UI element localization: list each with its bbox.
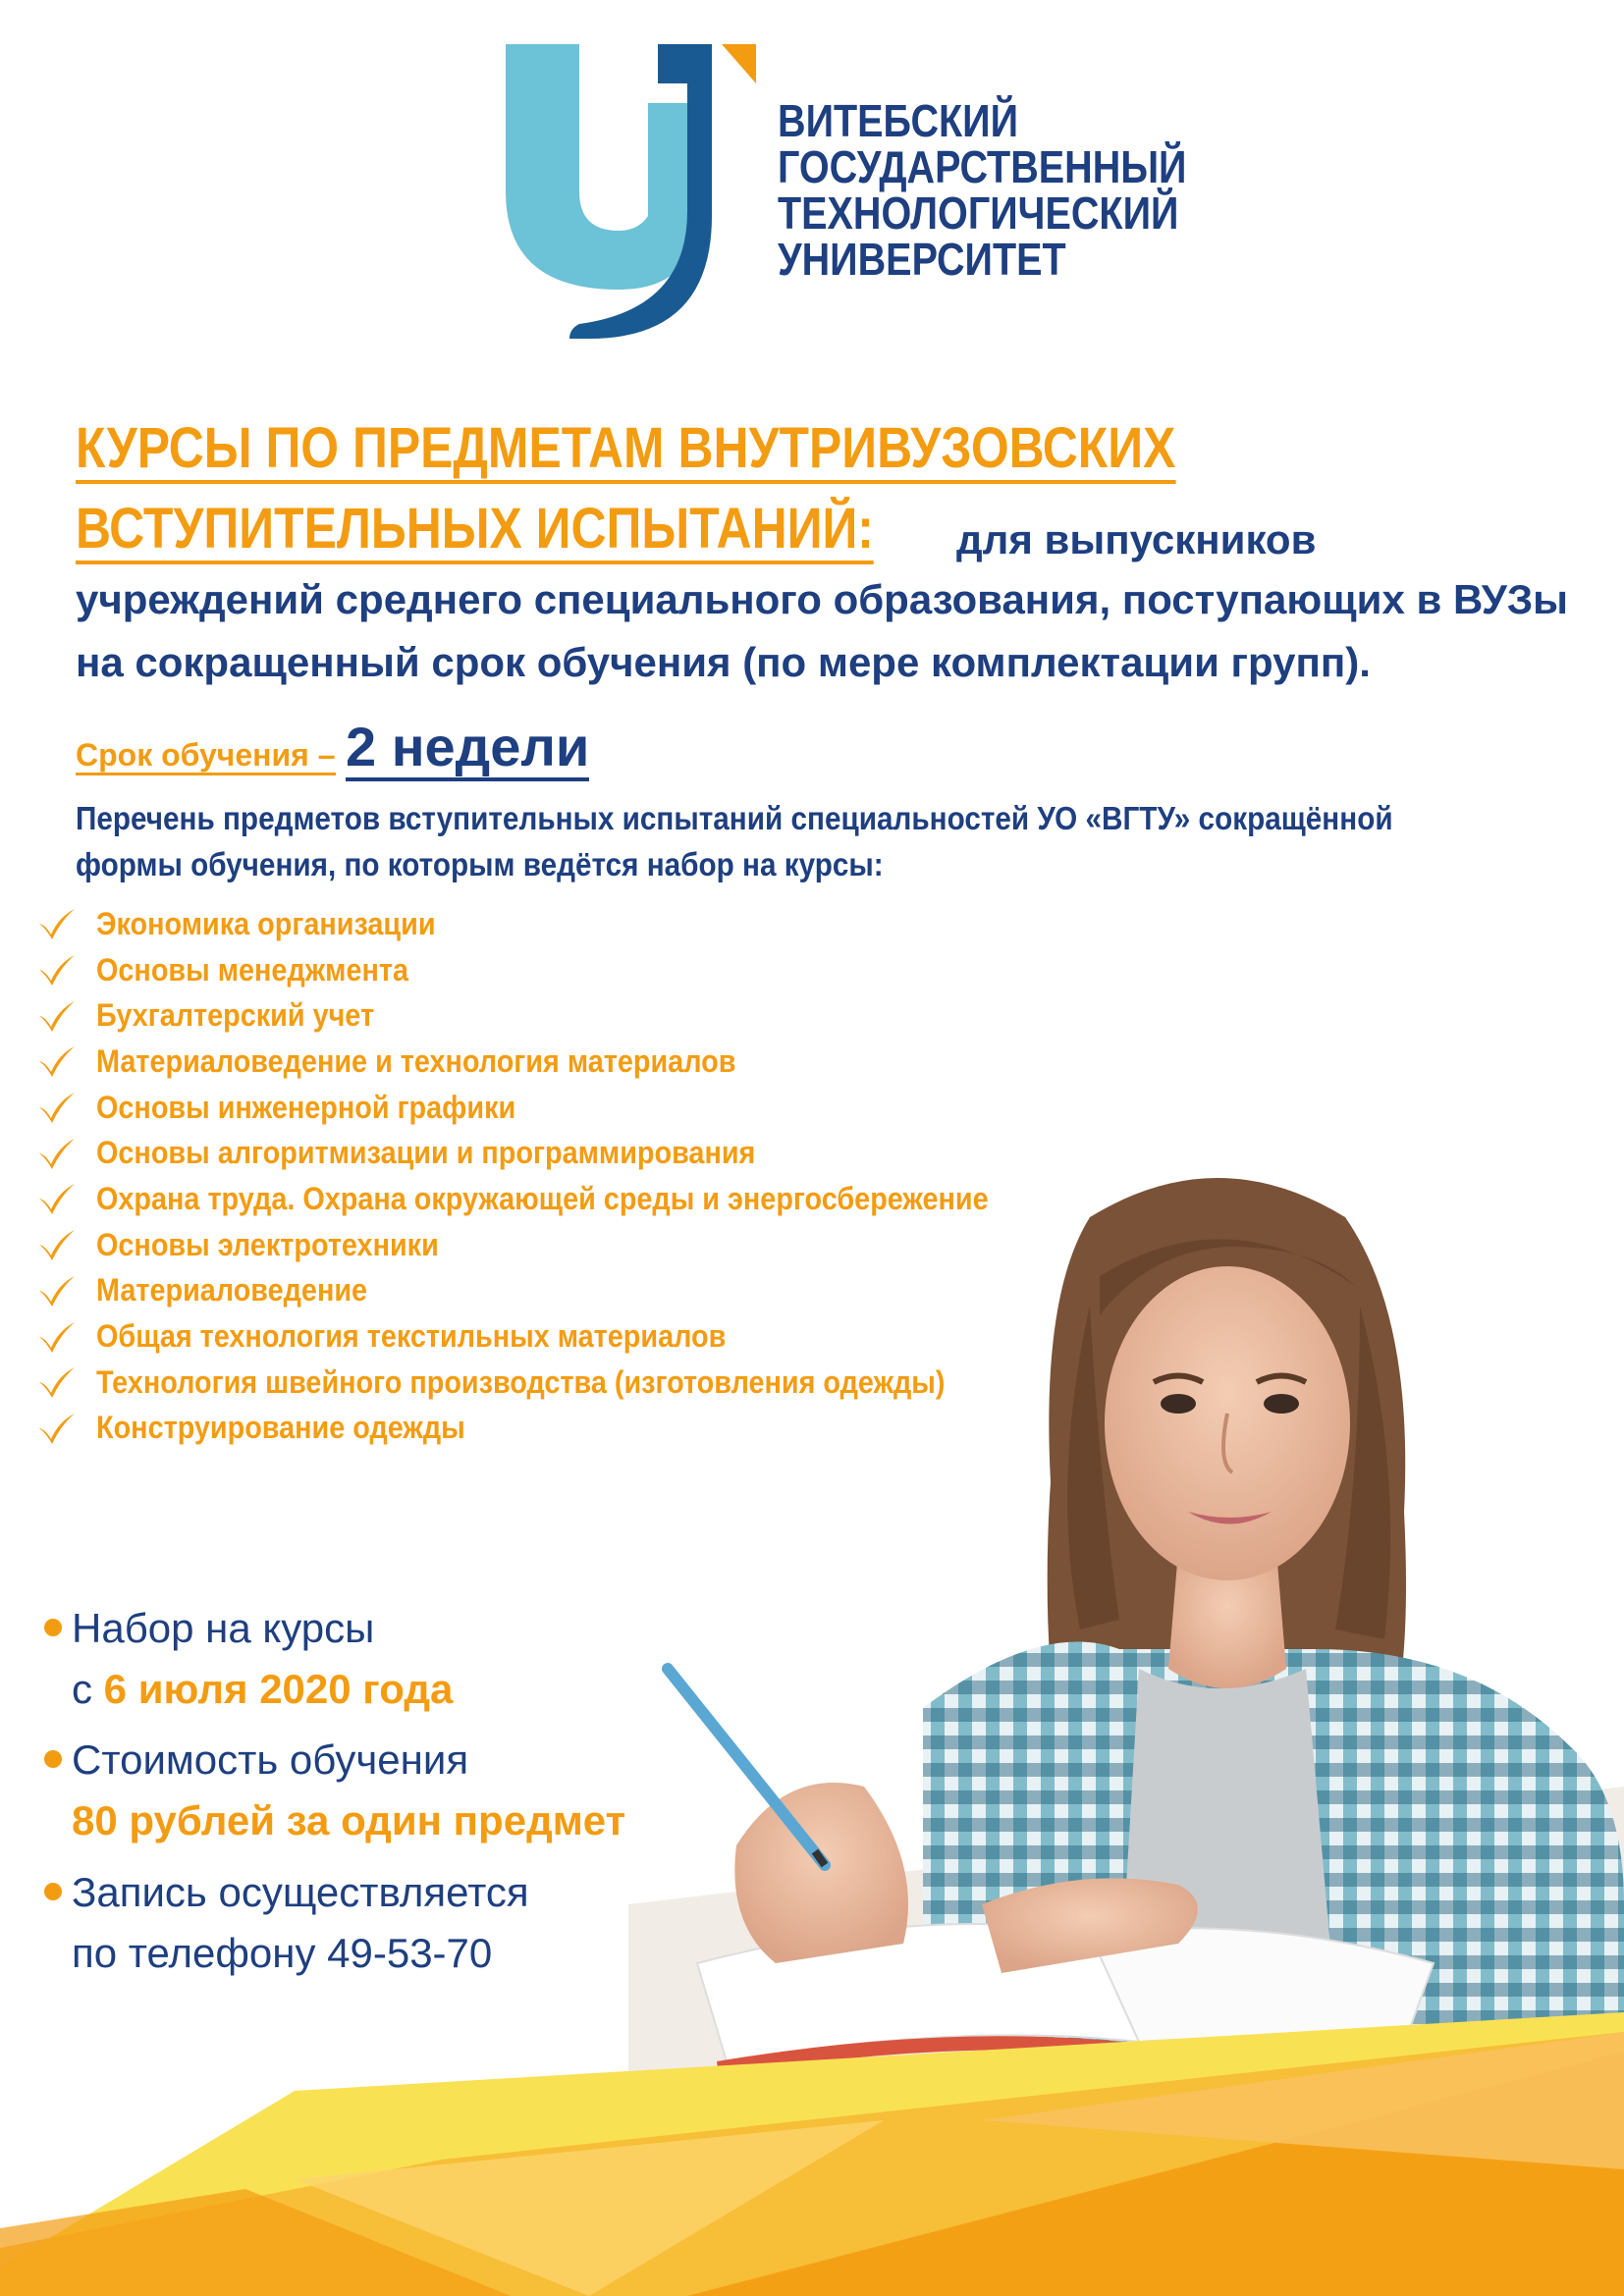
list-item: [37, 1039, 1088, 1085]
subject-name: Основы электротехники: [96, 1226, 439, 1262]
logo-name-line: УНИВЕРСИТЕТ: [778, 234, 1066, 285]
bullet-icon: [44, 1883, 62, 1900]
decorative-band: [0, 1973, 1624, 2296]
duration-value: 2 недели: [346, 716, 589, 781]
subject-name: Основы алгоритмизации и программирования: [96, 1135, 756, 1171]
checkmark-icon: [37, 1137, 77, 1170]
logo-name-line: ТЕХНОЛОГИЧЕСКИЙ: [778, 187, 1179, 239]
headline-sub-1: учреждений среднего специального образования, поступающих в ВУЗы: [76, 576, 1569, 622]
subject-name: Конструирование одежды: [96, 1410, 465, 1446]
checkmark-icon: [37, 1365, 77, 1399]
subject-name: Бухгалтерский учет: [96, 997, 375, 1034]
list-item: [37, 1085, 1088, 1131]
checkmark-icon: [37, 907, 77, 940]
checkmark-icon: [37, 953, 77, 987]
cost-block: [44, 1730, 625, 1851]
checkmark-icon: [37, 1044, 77, 1078]
logo-name-line: ВИТЕБСКИЙ: [778, 95, 1019, 146]
duration-label: Срок обучения –: [76, 737, 336, 775]
intro-line-1: Перечень предметов вступительных испытаний специальностей УО «ВГТУ» сокращённой: [76, 800, 1393, 836]
signup-block: [44, 1862, 529, 1984]
list-item: [37, 992, 1088, 1039]
subjects-intro: [76, 795, 1588, 887]
subject-name: Технология швейного производства (изготовления одежды): [96, 1363, 946, 1400]
subject-name: Экономика организации: [96, 905, 436, 941]
logo-name-line: ГОСУДАРСТВЕННЫЙ: [778, 141, 1187, 192]
university-logo-icon: [501, 44, 756, 339]
university-name: [778, 95, 1187, 285]
checkmark-icon: [37, 1182, 77, 1215]
duration-line: [76, 715, 589, 778]
cost-value: 80 рублей за один предмет: [72, 1797, 626, 1843]
intro-line-2: формы обучения, по которым ведётся набор на курсы:: [76, 846, 884, 882]
subject-name: Основы менеджмента: [96, 951, 408, 988]
enrollment-label: Набор на курсы: [72, 1605, 375, 1651]
bullet-icon: [44, 1750, 62, 1768]
subject-name: Основы инженерной графики: [96, 1089, 516, 1125]
enrollment-block: [44, 1598, 453, 1720]
checkmark-icon: [37, 1228, 77, 1261]
checkmark-icon: [37, 1091, 77, 1124]
checkmark-icon: [37, 1412, 77, 1445]
checkmark-icon: [37, 1320, 77, 1354]
cost-label: Стоимость обучения: [72, 1736, 469, 1783]
headline-tail: для выпускников: [956, 516, 1317, 562]
list-item: [37, 901, 1088, 947]
enrollment-date: 6 июля 2020 года: [103, 1666, 454, 1712]
subject-name: Материаловедение и технология материалов: [96, 1042, 736, 1079]
headline-row-1: КУРСЫ ПО ПРЕДМЕТАМ ВНУТРИВУЗОВСКИХ: [76, 417, 1175, 484]
subject-name: Материаловедение: [96, 1272, 368, 1308]
bullet-icon: [44, 1619, 62, 1636]
subject-name: Общая технология текстильных материалов: [96, 1318, 727, 1355]
checkmark-icon: [37, 1274, 77, 1308]
signup-label: Запись осуществляется: [72, 1869, 529, 1915]
checkmark-icon: [37, 999, 77, 1033]
signup-phone: по телефону 49-53-70: [72, 1930, 493, 1976]
enrollment-prefix: с: [72, 1666, 92, 1712]
headline-row-2: ВСТУПИТЕЛЬНЫХ ИСПЫТАНИЙ:: [76, 498, 874, 564]
subject-name: Охрана труда. Охрана окружающей среды и энергосбережение: [96, 1180, 989, 1216]
headline-sub-2: на сокращенный срок обучения (по мере комплектации групп).: [76, 639, 1371, 685]
list-item: [37, 947, 1088, 993]
